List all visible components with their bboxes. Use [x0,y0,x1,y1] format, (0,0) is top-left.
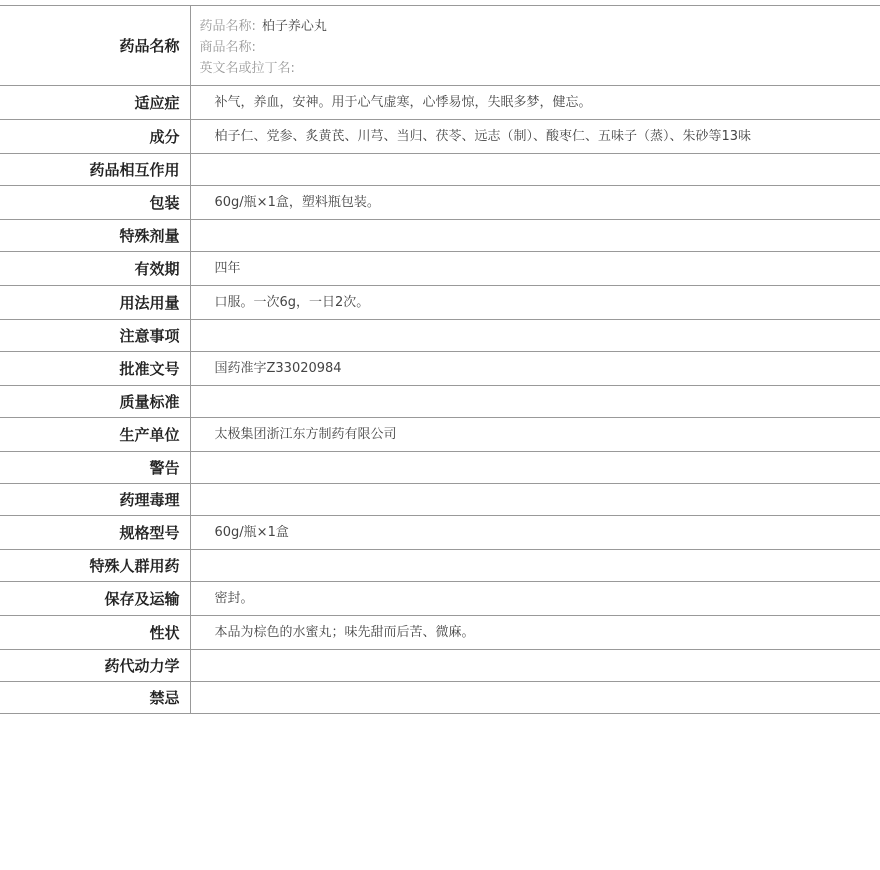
row-value: 本品为棕色的水蜜丸；味先甜而后苦、微麻。 [214,625,475,640]
table-row-description [0,616,880,650]
generic-name-value: 柏子养心丸 [261,19,327,34]
drug-name-cell [190,6,880,86]
trade-name-label: 商品名称: [199,40,256,55]
table-row-shelf-life [0,252,880,286]
trade-name-line [200,37,871,58]
row-value: 60g/瓶×1盒 [214,525,289,540]
row-label: 包装 [0,186,190,220]
table-row-quality-standard [0,386,880,418]
row-label: 药品名称 [0,6,190,86]
table-row-special-populations [0,550,880,582]
row-value [190,650,880,682]
row-label: 禁忌 [0,682,190,714]
english-name-label: 英文名或拉丁名: [199,61,295,76]
row-label: 批准文号 [0,352,190,386]
table-row-dosage [0,286,880,320]
row-label: 成分 [0,120,190,154]
table-row-drug-name [0,6,880,86]
table-row-manufacturer [0,418,880,452]
row-value [190,220,880,252]
row-value [190,682,880,714]
table-row-warning [0,452,880,484]
row-label: 质量标准 [0,386,190,418]
table-row-contraindications [0,682,880,714]
table-row-pharmacology [0,484,880,516]
row-label: 药理毒理 [0,484,190,516]
row-label: 生产单位 [0,418,190,452]
row-label: 适应症 [0,86,190,120]
row-label: 用法用量 [0,286,190,320]
row-value [190,154,880,186]
row-value: 60g/瓶×1盒，塑料瓶包装。 [214,195,380,210]
row-label: 注意事项 [0,320,190,352]
table-row-approval-number [0,352,880,386]
table-row-precautions [0,320,880,352]
table-row-specification [0,516,880,550]
row-value [190,320,880,352]
table-row-interactions [0,154,880,186]
row-label: 性状 [0,616,190,650]
row-label: 药品相互作用 [0,154,190,186]
row-value: 国药准字Z33020984 [214,361,342,376]
row-label: 特殊剂量 [0,220,190,252]
row-value: 太极集团浙江东方制药有限公司 [214,427,397,442]
row-label: 药代动力学 [0,650,190,682]
table-row-storage [0,582,880,616]
row-label: 保存及运输 [0,582,190,616]
row-label: 规格型号 [0,516,190,550]
table-row-ingredients [0,120,880,154]
row-value [190,550,880,582]
row-value [190,386,880,418]
row-value: 补气，养血，安神。用于心气虚寒，心悸易惊，失眠多梦，健忘。 [214,95,592,110]
row-label: 有效期 [0,252,190,286]
row-value: 柏子仁、党参、炙黄芪、川芎、当归、茯苓、远志（制）、酸枣仁、五味子（蒸）、朱砂等13味 [214,129,752,144]
generic-name-label: 药品名称: [199,19,256,34]
generic-name-line [200,16,871,37]
row-value: 口服。一次6g，一日2次。 [214,295,370,310]
row-label: 警告 [0,452,190,484]
row-value [190,452,880,484]
drug-info-table [0,5,880,714]
table-row-packaging [0,186,880,220]
table-row-indications [0,86,880,120]
table-row-pharmacokinetics [0,650,880,682]
row-value: 密封。 [214,591,254,606]
table-row-special-dosage [0,220,880,252]
row-value: 四年 [214,261,241,276]
row-value [190,484,880,516]
row-label: 特殊人群用药 [0,550,190,582]
english-name-line [200,58,871,79]
